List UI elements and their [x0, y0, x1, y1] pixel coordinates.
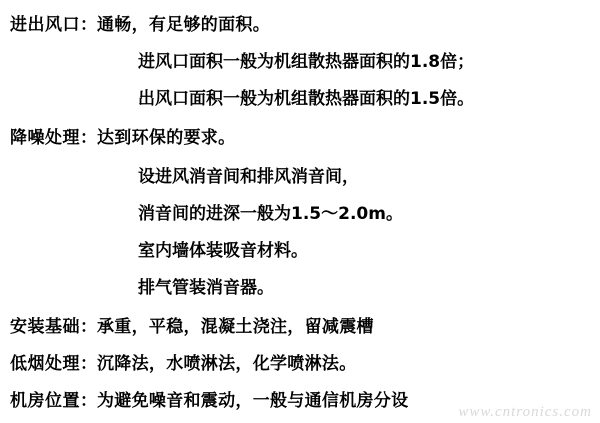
document-page: [0, 10, 600, 423]
entry-label: 安装基础: [10, 317, 80, 337]
entry-row: [0, 312, 600, 337]
entry-value: 承重，平稳，混凝土浇注，留减震槽: [97, 317, 374, 337]
entry-subline: 设进风消音间和排风消音间，: [138, 167, 359, 187]
entry-label: 进出风口: [10, 15, 80, 35]
entry-label: 机房位置: [10, 391, 80, 411]
entry-colon: ：: [80, 317, 97, 337]
entry-subline: 排气管装消音器。: [138, 278, 274, 298]
entry-subline: 出风口面积一般为机组散热器面积的1.5倍。: [138, 89, 475, 109]
entry-colon: ：: [80, 15, 97, 35]
entry-row: [0, 10, 600, 35]
entry-subline: 进风口面积一般为机组散热器面积的1.8倍；: [138, 52, 475, 72]
entry-label: 低烟处理: [10, 354, 80, 374]
entry-colon: ：: [80, 391, 97, 411]
watermark-text: www.cntronics.com: [458, 404, 592, 420]
entry-colon: ：: [80, 354, 97, 374]
entry-colon: ：: [80, 128, 97, 148]
entry-row: [0, 349, 600, 374]
entry-subline: 消音间的进深一般为1.5～2.0m。: [138, 204, 403, 224]
entry-value: 为避免噪音和震动，一般与通信机房分设: [97, 391, 409, 411]
entry-value: 沉降法，水喷淋法，化学喷淋法。: [97, 354, 357, 374]
entry-subline: 室内墙体装吸音材料。: [138, 241, 308, 261]
entry-label: 降噪处理: [10, 128, 80, 148]
entry-row: [0, 123, 600, 148]
entry-value: 通畅，有足够的面积。: [97, 15, 270, 35]
entry-value: 达到环保的要求。: [97, 128, 236, 148]
